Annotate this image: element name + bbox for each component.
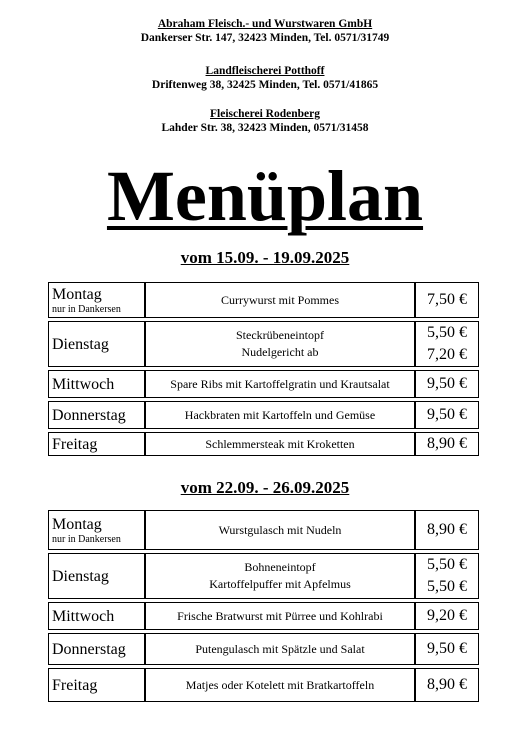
day-name: Dienstag [52, 567, 109, 585]
dish-text: Nudelgericht ab [241, 345, 319, 359]
dish-text: Currywurst mit Pommes [220, 292, 339, 307]
day-name: Mittwoch [52, 607, 115, 625]
price-text: 7,20 € [427, 346, 467, 363]
day-name: Montag [52, 515, 102, 533]
dish-text: Steckrübeneintopf [236, 328, 324, 342]
page-title: Menüplan [106, 156, 424, 236]
day-name: Freitag [52, 435, 98, 453]
day-cell [48, 432, 145, 456]
dish-text: Kartoffelpuffer mit Apfelmus [209, 577, 351, 591]
day-name: Donnerstag [52, 640, 126, 658]
day-cell [48, 321, 145, 367]
table-row [48, 553, 479, 599]
day-note: nur in Dankersen [52, 533, 121, 545]
day-name: Mittwoch [52, 375, 115, 393]
table-row [48, 633, 479, 665]
price-text: 5,50 € [427, 324, 467, 341]
price-text: 7,50 € [427, 291, 467, 308]
price-cell [415, 510, 479, 550]
price-cell [415, 602, 479, 630]
dish-cell [145, 602, 415, 630]
dish-cell [145, 282, 415, 318]
vendor-address: Dankerser Str. 147, 32423 Minden, Tel. 0571/31749 [140, 32, 390, 44]
menu-table-week-1 [48, 279, 479, 459]
dish-cell [145, 401, 415, 429]
dish-text: Schlemmersteak mit Kroketten [205, 436, 355, 451]
day-cell [48, 282, 145, 318]
dish-text: Matjes oder Kotelett mit Bratkartoffeln [185, 677, 375, 692]
day-cell [48, 401, 145, 429]
price-cell [415, 321, 479, 367]
price-text: 5,50 € [427, 556, 467, 573]
dish-cell [145, 553, 415, 599]
dish-cell [145, 633, 415, 665]
price-text: 9,50 € [427, 406, 467, 423]
table-row [48, 401, 479, 429]
table-row [48, 282, 479, 318]
dish-text: Bohneneintopf [244, 560, 316, 574]
day-name: Donnerstag [52, 406, 126, 424]
dish-cell [145, 510, 415, 550]
price-text: 5,50 € [427, 578, 467, 595]
table-row [48, 370, 479, 398]
vendor-name: Fleischerei Rodenberg [210, 108, 320, 120]
dish-text: Hackbraten mit Kartoffeln und Gemüse [184, 407, 376, 422]
price-cell [415, 668, 479, 702]
table-row [48, 432, 479, 456]
day-cell [48, 602, 145, 630]
day-cell [48, 553, 145, 599]
price-text: 8,90 € [427, 676, 467, 693]
dish-cell [145, 432, 415, 456]
price-cell [415, 401, 479, 429]
price-cell [415, 553, 479, 599]
vendor-header-3 [0, 107, 530, 135]
menu-table-week-2 [48, 507, 479, 705]
vendor-address: Driftenweg 38, 32425 Minden, Tel. 0571/41865 [151, 79, 379, 91]
dish-text: Putengulasch mit Spätzle und Salat [195, 641, 365, 656]
day-cell [48, 510, 145, 550]
dish-cell [145, 668, 415, 702]
week-heading-2: vom 22.09. - 26.09.2025 [180, 478, 350, 497]
dish-cell [145, 370, 415, 398]
price-cell [415, 370, 479, 398]
price-cell [415, 282, 479, 318]
day-name: Dienstag [52, 335, 109, 353]
day-name: Freitag [52, 676, 98, 694]
day-note: nur in Dankersen [52, 303, 121, 315]
vendor-name: Abraham Fleisch.- und Wurstwaren GmbH [157, 18, 373, 30]
vendor-name: Landfleischerei Potthoff [205, 65, 325, 77]
price-text: 8,90 € [427, 435, 467, 452]
table-row [48, 510, 479, 550]
dish-text: Spare Ribs mit Kartoffelgratin und Krautsalat [170, 376, 390, 391]
price-text: 9,20 € [427, 607, 467, 624]
table-row [48, 602, 479, 630]
price-text: 8,90 € [427, 521, 467, 538]
table-row [48, 321, 479, 367]
price-text: 9,50 € [427, 375, 467, 392]
day-cell [48, 633, 145, 665]
price-text: 9,50 € [427, 640, 467, 657]
day-cell [48, 668, 145, 702]
price-cell [415, 432, 479, 456]
vendor-header-1 [0, 17, 530, 45]
week-heading-1: vom 15.09. - 19.09.2025 [180, 248, 350, 267]
dish-text: Wurstgulasch mit Nudeln [218, 522, 342, 537]
price-cell [415, 633, 479, 665]
vendor-address: Lahder Str. 38, 32423 Minden, 0571/31458 [161, 122, 369, 134]
table-row [48, 668, 479, 702]
day-cell [48, 370, 145, 398]
dish-cell [145, 321, 415, 367]
day-name: Montag [52, 285, 102, 303]
vendor-header-2 [0, 64, 530, 92]
dish-text: Frische Bratwurst mit Pürree und Kohlrabi [177, 608, 383, 623]
